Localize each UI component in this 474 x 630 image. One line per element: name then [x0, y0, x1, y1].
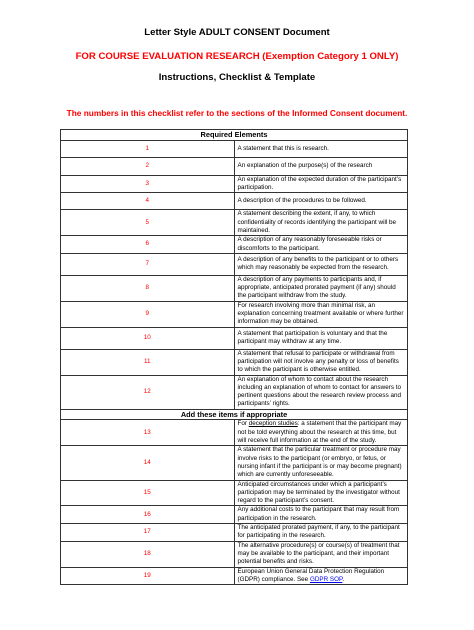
checklist-row — [61, 420, 408, 446]
checklist-row — [61, 158, 408, 176]
item-text: A statement that this is research. — [234, 140, 408, 158]
item-text: Any additional costs to the participant that may result from participation in the research. — [234, 506, 408, 524]
item-text: A statement that the particular treatment or procedure may involve risks to the participant (or embryo, or fetus, or nursing infant if the participant is or may become pregnant) which are currently unforeseeable. — [234, 446, 408, 480]
gdpr-sop-link[interactable]: GDPR SOP — [309, 575, 343, 583]
optional-items-header: Add these items if appropriate — [61, 409, 408, 420]
item-number: 13 — [61, 420, 235, 446]
item-text: A statement that participation is voluntary and that the participant may withdraw at any time. — [234, 327, 408, 349]
checklist-row — [61, 524, 408, 542]
item-number: 15 — [61, 480, 235, 506]
item-text: The anticipated prorated payment, if any, to the participant for participating in the research. — [234, 524, 408, 542]
item-text: An explanation of the expected duration of the participant’s participation. — [234, 175, 408, 193]
item-text-rest: : a statement that the participant may not be told everything about the research at this time, but will receive full information at the end of the study. — [237, 420, 402, 445]
item-number: 9 — [61, 301, 235, 327]
item-text-prefix: For — [237, 420, 249, 428]
item-text: A statement that refusal to participate or withdrawal from participation will not involve any penalty or loss of benefits to which the participant is otherwise entitled. — [234, 349, 408, 375]
checklist-row — [61, 275, 408, 301]
item-number: 4 — [61, 193, 235, 210]
required-elements-header-row — [61, 130, 408, 141]
item-number: 3 — [61, 175, 235, 193]
checklist-row — [61, 193, 408, 210]
item-number: 11 — [61, 349, 235, 375]
item-text: A statement describing the extent, if any, to which confidentiality of records identifying the participant will be maintained. — [234, 210, 408, 236]
item-number: 10 — [61, 327, 235, 349]
item-text: For research involving more than minimal risk, an explanation concerning treatment available or where further information may be obtained. — [234, 301, 408, 327]
checklist-row — [61, 327, 408, 349]
document-title: Letter Style ADULT CONSENT Document — [144, 27, 330, 38]
item-text-body: European Union General Data Protection Regulation (GDPR) compliance. See — [237, 567, 385, 583]
item-number: 5 — [61, 210, 235, 236]
checklist-row — [61, 210, 408, 236]
consent-checklist-table — [60, 129, 408, 585]
item-text-end: . — [342, 575, 345, 583]
item-number: 14 — [61, 446, 235, 480]
item-number: 18 — [61, 541, 235, 567]
item-number: 6 — [61, 236, 235, 254]
item-text: The alternative procedure(s) or course(s) of treatment that may be available to the participant, and their important potential benefits and risks. — [234, 541, 408, 567]
document-subheading: Instructions, Checklist & Template — [158, 72, 316, 83]
deception-studies-term: deception studies — [248, 420, 298, 428]
checklist-row — [61, 253, 408, 275]
checklist-row — [61, 236, 408, 254]
required-elements-header: Required Elements — [61, 130, 408, 141]
item-number: 16 — [61, 506, 235, 524]
checklist-row — [61, 301, 408, 327]
item-number: 19 — [61, 567, 235, 585]
checklist-row — [61, 446, 408, 480]
document-subtitle: FOR COURSE EVALUATION RESEARCH (Exemption Category 1 ONLY) — [75, 51, 399, 62]
item-text — [234, 567, 408, 585]
checklist-row — [61, 480, 408, 506]
item-number: 2 — [61, 158, 235, 176]
item-text: An explanation of whom to contact about the research including an explanation of whom to contact for answers to pertinent questions about the research review process and participants’ rights. — [234, 375, 408, 409]
item-text: A description of any payments to participants and, if appropriate, anticipated prorated payment (if any) should the participant withdraw from the study. — [234, 275, 408, 301]
item-text: A description of the procedures to be followed. — [234, 193, 408, 210]
item-number: 7 — [61, 253, 235, 275]
checklist-note: The numbers in this checklist refer to the sections of the Informed Consent document. — [66, 108, 408, 118]
checklist-row — [61, 541, 408, 567]
item-text: Anticipated circumstances under which a participant’s participation may be terminated by the investigator without regard to the participant’s consent. — [234, 480, 408, 506]
checklist-row — [61, 506, 408, 524]
item-number: 17 — [61, 524, 235, 542]
item-text — [234, 420, 408, 446]
item-number: 1 — [61, 140, 235, 158]
item-text: A description of any benefits to the participant or to others which may reasonably be expected from the research. — [234, 253, 408, 275]
checklist-row — [61, 567, 408, 585]
checklist-row — [61, 375, 408, 409]
checklist-row — [61, 140, 408, 158]
checklist-row — [61, 349, 408, 375]
item-text: An explanation of the purpose(s) of the research — [234, 158, 408, 176]
item-text: A description of any reasonably foreseeable risks or discomforts to the participant. — [234, 236, 408, 254]
item-number: 12 — [61, 375, 235, 409]
checklist-row — [61, 175, 408, 193]
item-number: 8 — [61, 275, 235, 301]
optional-items-header-row — [61, 409, 408, 420]
